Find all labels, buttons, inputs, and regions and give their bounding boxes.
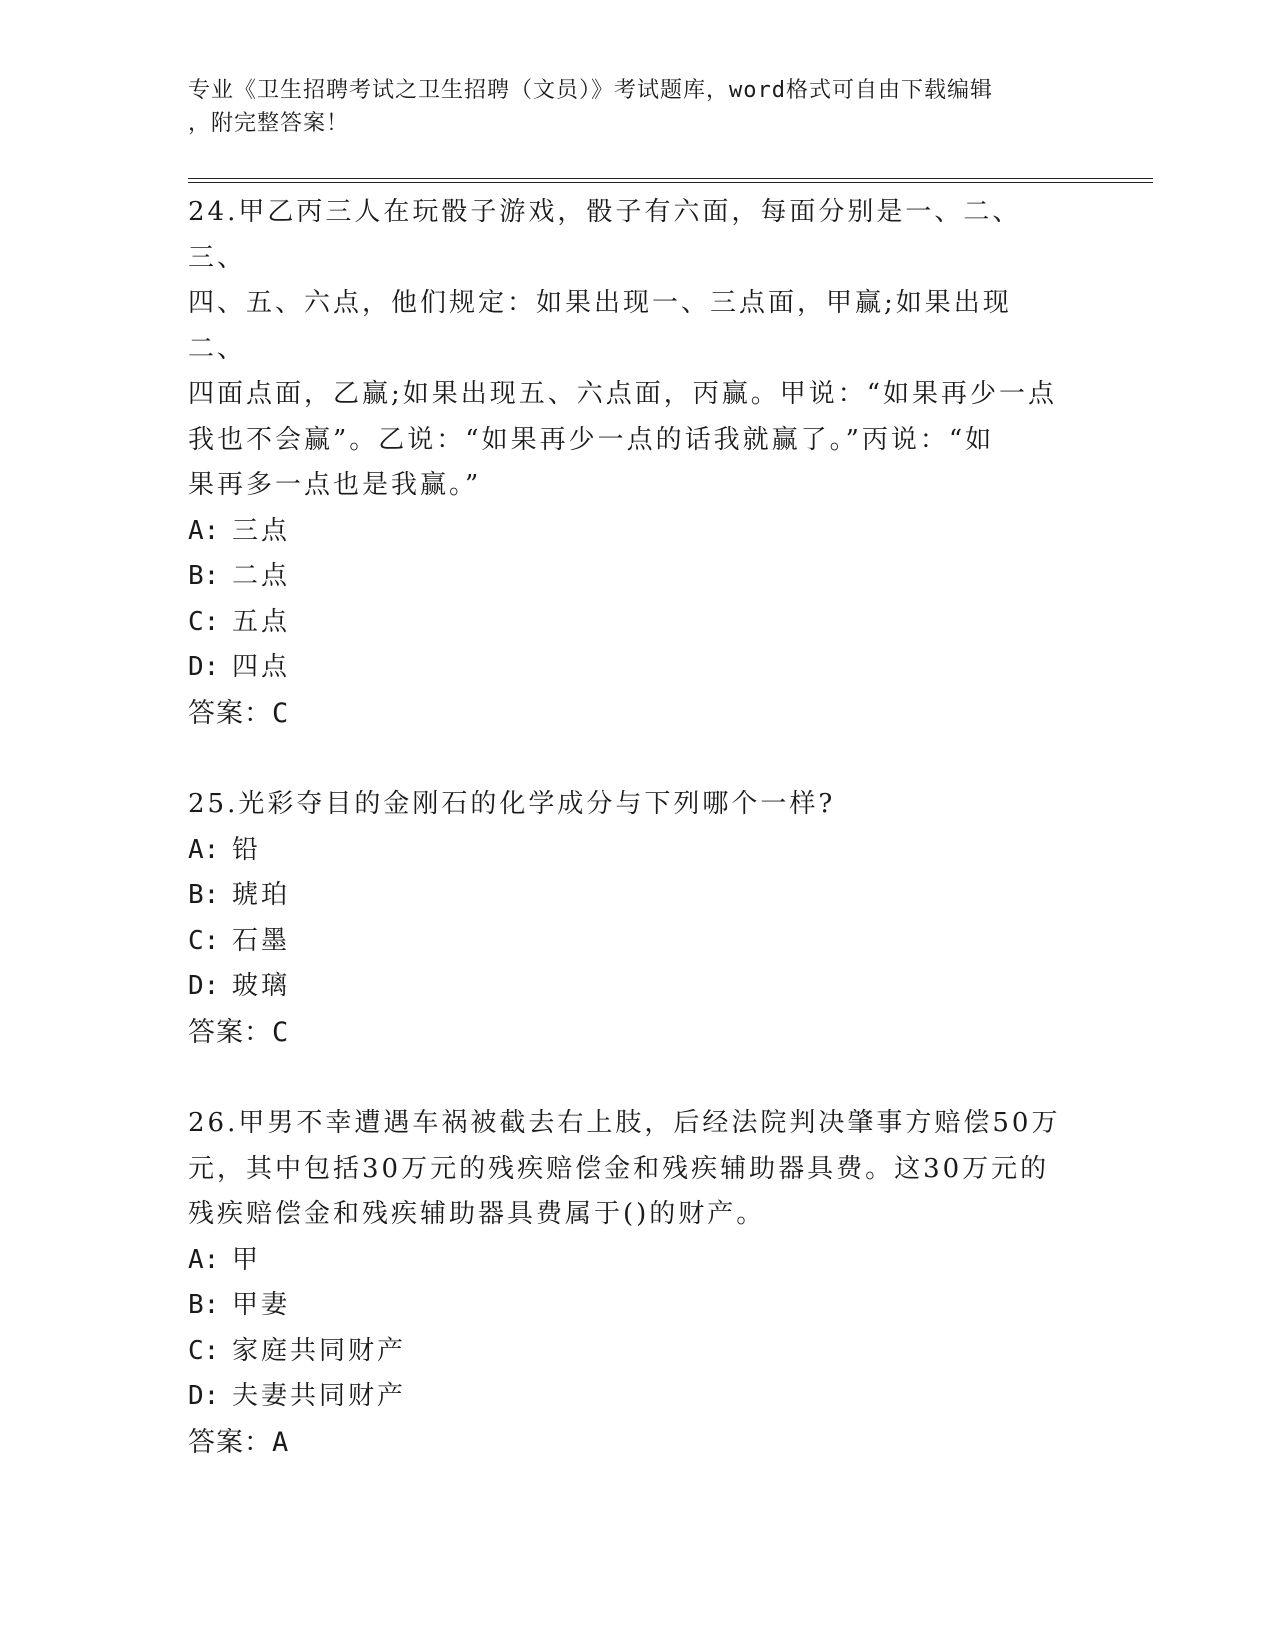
- option-text: 石墨: [232, 925, 291, 956]
- spacer: [188, 1055, 1068, 1101]
- question-text-line: 残疾赔偿金和残疾辅助器具费属于()的财产。: [188, 1199, 766, 1229]
- question-text-line: 甲男不幸遭遇车祸被截去右上肢，后经法院判决肇事方赔偿50万: [238, 1108, 1061, 1138]
- question-stem: [188, 782, 1068, 828]
- question-number: 24.: [188, 197, 239, 227]
- question-number: 25.: [188, 789, 239, 819]
- question-stem: [188, 1101, 1068, 1147]
- option-letter: B:: [188, 880, 220, 910]
- answer-label: 答案：: [188, 1426, 272, 1458]
- answer-label: 答案：: [188, 697, 272, 729]
- option-b: [188, 873, 1068, 919]
- question-block-25: [188, 782, 1068, 1055]
- question-text-line: 元，其中包括30万元的残疾赔偿金和残疾辅助器具费。这30万元的: [188, 1153, 1050, 1184]
- document-header: [188, 74, 1068, 140]
- header-line-2: ，附完整答案！: [188, 111, 350, 136]
- option-letter: D:: [188, 1381, 220, 1411]
- option-letter: C:: [188, 925, 220, 956]
- option-text: 玻璃: [232, 971, 291, 1001]
- answer-line: [188, 1010, 1068, 1056]
- header-divider-top: [188, 178, 1153, 179]
- answer-line: [188, 1420, 1068, 1466]
- option-text: 五点: [232, 606, 291, 637]
- question-text-line: 四面点面，乙赢;如果出现五、六点面，丙赢。甲说：“如果再少一点: [188, 379, 1058, 409]
- option-letter: A:: [188, 515, 220, 546]
- option-d: [188, 645, 1068, 691]
- option-text: 四点: [232, 652, 291, 682]
- question-stem: [188, 190, 1068, 281]
- answer-label: 答案：: [188, 1016, 272, 1048]
- spacer: [188, 736, 1068, 782]
- question-text-line: 光彩夺目的金刚石的化学成分与下列哪个一样?: [238, 789, 836, 819]
- option-text: 二点: [232, 561, 291, 591]
- option-a: [188, 1238, 1068, 1284]
- option-b: [188, 554, 1068, 600]
- option-text: 夫妻共同财产: [232, 1381, 407, 1411]
- answer-line: [188, 691, 1068, 737]
- option-letter: A:: [188, 1244, 220, 1275]
- question-text-line: 甲乙丙三人在玩骰子游戏，骰子有六面，每面分别是一、二、三、: [188, 197, 1022, 273]
- question-block-24: [188, 190, 1068, 736]
- option-text: 甲: [232, 1244, 262, 1275]
- option-text: 琥珀: [232, 880, 291, 910]
- option-b: [188, 1283, 1068, 1329]
- question-text-line: 我也不会赢”。乙说：“如果再少一点的话我就赢了。”丙说：“如: [188, 424, 995, 455]
- question-text-line: 四、五、六点，他们规定：如果出现一、三点面，甲赢;如果出现二、: [188, 288, 1012, 364]
- option-text: 家庭共同财产: [232, 1335, 407, 1366]
- option-letter: C:: [188, 1335, 220, 1366]
- option-d: [188, 1374, 1068, 1420]
- option-letter: A:: [188, 834, 220, 865]
- question-list: [188, 190, 1068, 1465]
- option-text: 三点: [232, 515, 291, 546]
- question-block-26: [188, 1101, 1068, 1465]
- answer-value: C: [272, 697, 290, 729]
- answer-value: A: [272, 1426, 290, 1458]
- option-letter: B:: [188, 561, 220, 591]
- option-text: 铅: [232, 834, 262, 865]
- option-letter: B:: [188, 1290, 220, 1320]
- option-a: [188, 509, 1068, 555]
- header-line-1: 专业《卫生招聘考试之卫生招聘（文员）》考试题库，word格式可自由下载编辑: [188, 78, 993, 103]
- option-text: 甲妻: [232, 1290, 291, 1320]
- option-a: [188, 828, 1068, 874]
- question-text-line: 果再多一点也是我赢。”: [188, 470, 482, 500]
- question-number: 26.: [188, 1108, 239, 1138]
- option-c: [188, 600, 1068, 646]
- option-d: [188, 964, 1068, 1010]
- option-letter: C:: [188, 606, 220, 637]
- option-c: [188, 919, 1068, 965]
- option-c: [188, 1329, 1068, 1375]
- option-letter: D:: [188, 971, 220, 1001]
- header-divider-bottom: [188, 182, 1153, 183]
- option-letter: D:: [188, 652, 220, 682]
- answer-value: C: [272, 1016, 290, 1048]
